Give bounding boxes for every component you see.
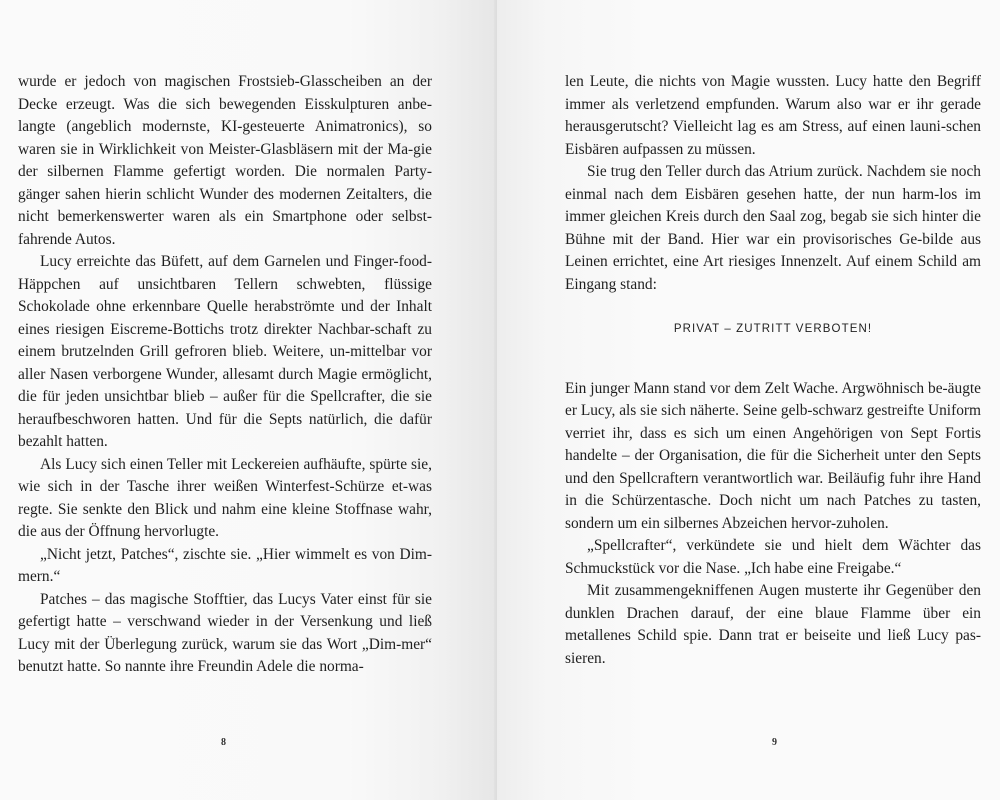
paragraph: „Spellcrafter“, verkündete sie und hielt dem Wächter das Schmuckstück vor die Nase. „Ich habe eine Freigabe.“ [565,537,981,577]
left-page [0,0,497,800]
paragraph: Als Lucy sich einen Teller mit Leckereien aufhäufte, spürte sie, wie sich in der Tasche ihrer weißen Winterfest-Schürze et-was regte. Sie senkte den Blick und nahm eine kleine Stoffnase wahr, die aus der Öffnung hervorlugte. [18,455,432,540]
paragraph: Patches – das magische Stofftier, das Lucys Vater einst für sie gefertigt hatte – verschwand wieder in der Versenkung und ließ Lucy mit der Überlegung zurück, warum sie das Wort „Dim-mer“ benutzt hatte. So nannte ihre Freundin Adele die norma- [18,590,432,675]
left-page-text [18,71,432,679]
page-number: 9 [772,737,777,748]
paragraph: Sie trug den Teller durch das Atrium zurück. Nachdem sie noch einmal nach dem Eisbären gesehen hatte, der nun harm-los im immer gleichen Kreis durch den Saal zog, begab sie sich hinter die Bühne mit der Band. Hier war ein provisorisches Ge-bilde aus Leinen errichtet, eine Art riesiges Innenzelt. Auf einem Schild am Eingang stand: [565,163,981,293]
paragraph: „Nicht jetzt, Patches“, zischte sie. „Hier wimmelt es von Dim-mern.“ [18,545,432,585]
right-page-text [565,71,981,670]
paragraph: Ein junger Mann stand vor dem Zelt Wache. Argwöhnisch be-äugte er Lucy, als sie sich näherte. Seine gelb-schwarz gestreifte Uniform verriet ihr, dass es sich um einen Angehörigen von Sept Fortis handelte – der Organisation, die für die Sicherheit unter den Septs und den Spellcraftern verantwortlich war. Beiläufig fuhr ihre Hand in die Schürzentasche. Doch nicht um nach Patches zu tasten, sondern um ein silbernes Abzeichen hervor-zuholen. [565,379,981,532]
paragraph: wurde er jedoch von magischen Frostsieb-Glasscheiben an der Decke erzeugt. Was die sich bewegenden Eisskulpturen anbe-langte (angeblich modernste, KI-gesteuerte Animatronics), so waren sie in Wirklichkeit von Meister-Glasbläsern mit der Ma-gie der silbernen Flamme gefertigt worden. Die normalen Party-gänger sahen hierin schlicht Wunder des modernen Zeitalters, die nicht bemerkenswerter waren als ein Smartphone oder selbst-fahrende Autos. [18,73,432,248]
page-number: 8 [221,737,226,748]
sign-text: PRIVAT – ZUTRITT VERBOTEN! [673,323,873,335]
paragraph: Lucy erreichte das Büfett, auf dem Garnelen und Finger-food-Häppchen auf unsichtbaren Tellern schwebten, flüssige Schokolade ohne erkennbare Quelle herabströmte und der Inhalt eines riesigen Eiscreme-Bottichs trotz direkter Nachbar-schaft zu einem brutzelnden Grill gefroren blieb. Weitere, un-mittelbar vor aller Nasen verborgene Wunder, allesamt durch Magie ermöglicht, die für jeden unsichtbar blieb – außer für die Spellcrafter, die sie heraufbeschworen hatten. Und für die Septs natürlich, die dafür bezahlt hatten. [18,253,432,450]
paragraph: Mit zusammengekniffenen Augen musterte ihr Gegenüber den dunklen Drachen darauf, der eine blaue Flamme über ein metallenes Schild spie. Dann trat er beiseite und ließ Lucy pas-sieren. [565,582,981,667]
right-page [497,0,1000,800]
paragraph: len Leute, die nichts von Magie wussten. Lucy hatte den Begriff immer als verletzend empfunden. Warum also war er ihr gerade herausgerutscht? Vielleicht lag es am Stress, auf einen launi-schen Eisbären aufpassen zu müssen. [565,73,981,158]
